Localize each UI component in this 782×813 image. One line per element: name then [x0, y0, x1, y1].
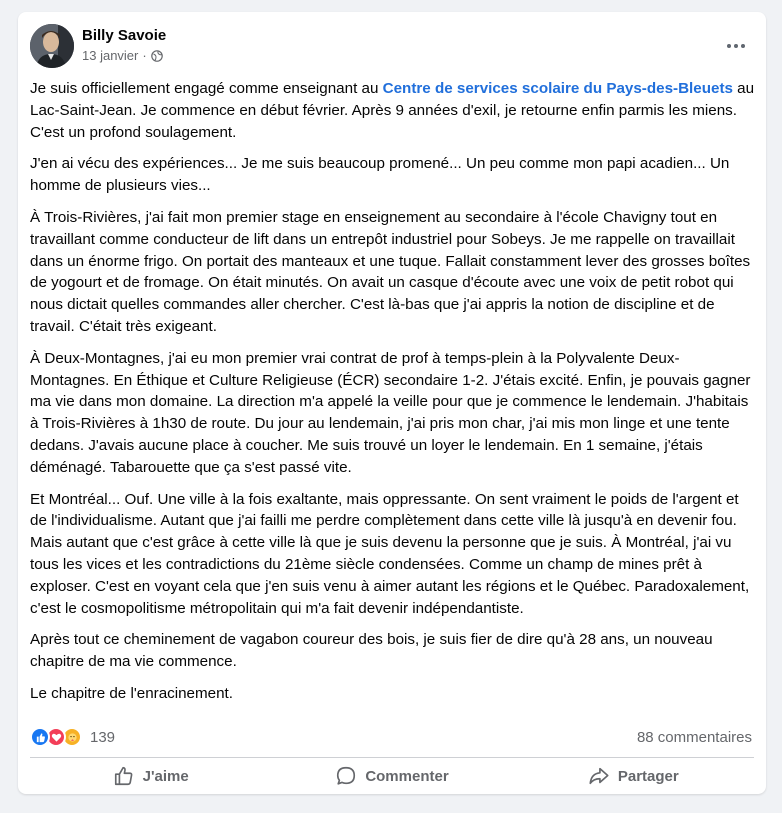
post-card [18, 12, 766, 794]
paragraph-1-start: Je suis officiellement engagé comme enseignant au [30, 80, 383, 97]
author-name[interactable]: Billy Savoie [82, 27, 167, 44]
dot-icon [727, 44, 731, 48]
meta-separator: · [142, 48, 147, 63]
share-button[interactable] [513, 758, 754, 794]
comments-count[interactable]: 88 commentaires [636, 728, 752, 746]
more-options-button[interactable] [720, 30, 752, 62]
reactions-summary[interactable] [30, 727, 115, 747]
comment-icon [335, 765, 357, 787]
thumbs-up-icon [113, 765, 135, 787]
post-body [30, 78, 758, 715]
paragraph-5: Et Montréal... Ouf. Une ville à la fois exaltante, mais oppressante. On sent vraiment le poids de l'argent et de l'individualisme. Autant que j'ai failli me perdre complètement dans cette ville là jusqu'à en devenir fou. Mais autant que c'est grâce à cette ville là que je suis devenu la personne que je suis. À Montréal, j'ai vu tous les vices et les contradictions du 21ème siècle condensées. Comme un champ de mines prêt à exploser. C'est en voyant cela que j'en suis venu à aimer autant les régions et le Québec. Paradoxalement, c'est le cosmopolitisme métropolitain qui m'a fait devenir indépendantiste. [30, 490, 750, 617]
organization-link[interactable]: Centre de services scolaire du Pays-des-Bleuets [382, 80, 733, 97]
post-date[interactable]: 13 janvier [82, 48, 139, 63]
avatar[interactable] [30, 24, 74, 68]
paragraph-1-end: au Lac-Saint-Jean. Je commence en début février. Après 9 années d'exil, je retourne enfin parmis les miens. C'est un profond soulagement. [30, 80, 755, 141]
paragraph-6: Après tout ce cheminement de vagabon coureur des bois, je suis fier de dire qu'à 28 ans, un nouveau chapitre de ma vie commence. [30, 631, 713, 671]
post-stats [30, 724, 752, 750]
comment-label: Commenter [365, 767, 449, 785]
comment-button[interactable] [271, 758, 512, 794]
paragraph-2: J'en ai vécu des expériences... Je me suis beaucoup promené... Un peu comme mon papi acadien... Un homme de plusieurs vies... [30, 155, 730, 195]
avatar-image [30, 24, 74, 68]
dot-icon [734, 44, 738, 48]
dot-icon [741, 44, 745, 48]
paragraph-7: Le chapitre de l'enracinement. [30, 684, 233, 702]
post-meta [82, 48, 163, 63]
paragraph-4: À Deux-Montagnes, j'ai eu mon premier vrai contrat de prof à temps-plein à la Polyvalente Deux-Montagnes. En Éthique et Culture Religieuse (ÉCR) secondaire 1-2. J'étais excité. Enfin, je pouvais gagner ma vie dans mon domaine. La direction m'a appelé la veille pour que je commence le lendemain. J'habitais à Trois-Rivières à 1h30 de route. Du jour au lendemain, j'ai pris mon char, j'ai mis mon linge et une tente dedans. J'avais aucune place à coucher. Me suis trouvé un loyer le lendemain. En 1 semaine, j'étais déménagé. Tabarouette que ça s'est passé vite. [30, 349, 751, 476]
reaction-count: 139 [90, 728, 116, 746]
post-actions [30, 758, 754, 794]
like-button[interactable] [30, 758, 271, 794]
like-label: J'aime [142, 767, 189, 785]
post-header [30, 24, 754, 70]
globe-icon [151, 50, 163, 62]
like-reaction-icon [30, 727, 50, 747]
paragraph-3: À Trois-Rivières, j'ai fait mon premier stage en enseignement au secondaire à l'école Chavigny tout en travaillant comme conducteur de lift dans un entrepôt industriel pour Sobeys. Je me rappelle on travaillait dans un énorme frigo. On portait des manteaux et une tuque. Fallait constamment lever des grosses boîtes de yogourt et de fromage. On était minutés. On avait un casque d'écoute avec une voix de petit robot qui nous dictait quelles commandes aller chercher. C'est là-bas que j'ai appris la notion de discipline et de travail. C'était très exigeant. [30, 208, 751, 335]
share-label: Partager [617, 767, 679, 785]
share-icon [588, 765, 610, 787]
paragraph-1 [30, 78, 758, 143]
